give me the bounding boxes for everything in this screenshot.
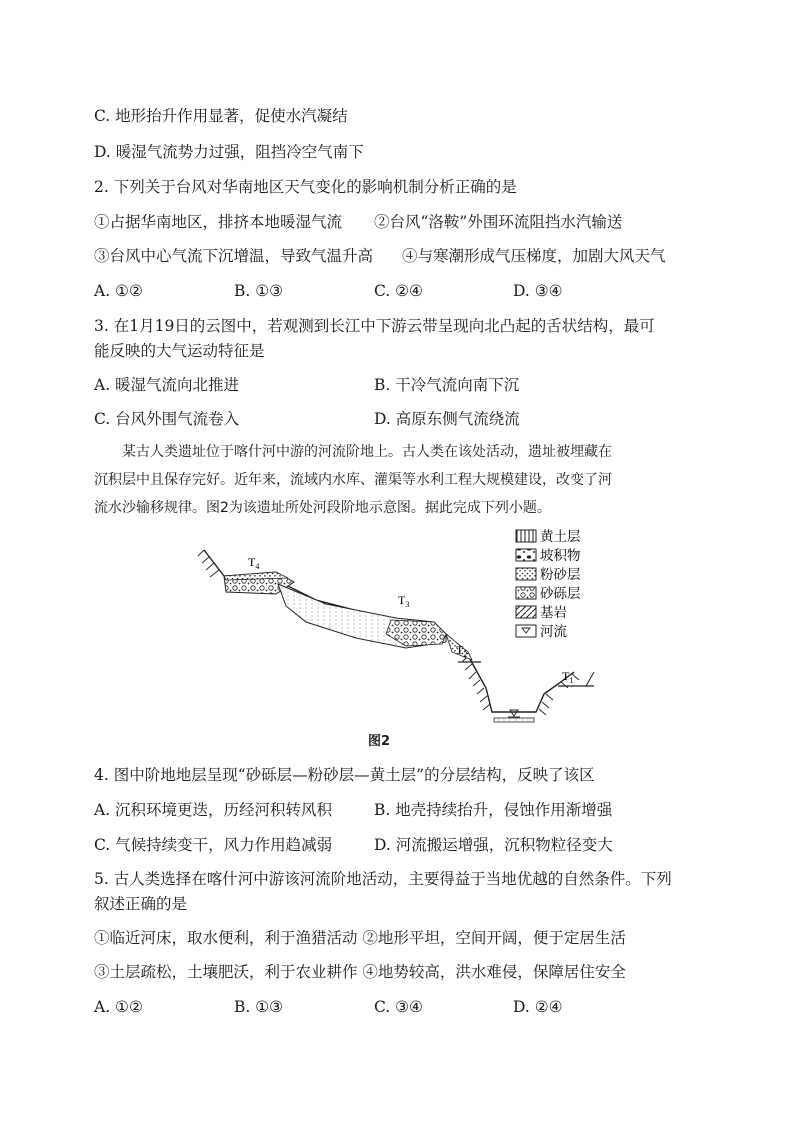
legend-label-colluvium: 坡积物	[540, 548, 581, 564]
q2-option-b: B. ①③	[234, 282, 284, 300]
q5-stem-line1: 5. 古人类选择在喀什河中游该河流阶地活动，主要得益于当地优越的自然条件。下列	[94, 870, 672, 888]
q5-option-a: A. ①②	[94, 998, 143, 1016]
passage-line-1: 某古人类遗址位于喀什河中游的河流阶地上。古人类在该处活动，遗址被埋藏在	[122, 444, 612, 460]
q5-option-d: D. ②④	[513, 998, 563, 1016]
q1-option-d: D. 暖湿气流势力过强，阻挡冷空气南下	[94, 143, 364, 161]
legend-label-loess: 黄土层	[540, 529, 581, 545]
q3-option-a: A. 暖湿气流向北推进	[94, 376, 240, 394]
q2-option-d: D. ③④	[513, 282, 563, 300]
river-channel	[494, 718, 534, 722]
legend-label-gravel: 砂砾层	[540, 586, 581, 602]
passage-line-3: 流水沙输移规律。图2为该遗址所处河段阶地示意图。据此完成下列小题。	[94, 500, 551, 516]
legend	[516, 528, 581, 640]
q5-statements-3-4: ③土层疏松，土壤肥沃，利于农业耕作 ④地势较高，洪水难侵，保障居住安全	[94, 963, 626, 981]
q5-option-c: C. ③④	[374, 998, 423, 1016]
label-t3: $T_3$	[398, 593, 410, 609]
q3-stem-line1: 3. 在1月19日的云图中，若观测到长江中下游云带呈现向北凸起的舌状结构，最可	[94, 317, 655, 335]
figure-caption: 图2	[368, 734, 391, 749]
q5-stem-line2: 叙述正确的是	[94, 895, 188, 913]
q4-option-c: C. 气候持续变干，风力作用趋减弱	[94, 836, 333, 854]
passage	[94, 438, 700, 522]
legend-swatch-gravel	[516, 587, 536, 599]
q3-option-b: B. 干冷气流向南下沉	[374, 376, 520, 394]
q2-option-a: A. ①②	[94, 282, 143, 300]
q4-option-b: B. 地壳持续抬升，侵蚀作用渐增强	[374, 801, 613, 819]
t1-slope	[586, 672, 594, 686]
q2-statement-4: ④与寒潮形成气压梯度，加剧大风天气	[402, 247, 666, 265]
q3-stem-line2: 能反映的大气运动特征是	[94, 342, 265, 360]
legend-label-bedrock: 基岩	[540, 605, 567, 621]
label-t2: $T_2$	[456, 643, 468, 659]
river-water-symbol	[510, 710, 518, 716]
legend-swatch-loess	[516, 530, 536, 542]
q2-statement-2: ②台风“洛鞍”外围环流阻挡水汽输送	[374, 213, 623, 231]
passage-line-2: 沉积层中且保存完好。近年来，流域内水库、灌渠等水利工程大规模建设，改变了河	[94, 472, 612, 488]
q4-option-d: D. 河流搬运增强，沉积物粒径变大	[374, 836, 613, 854]
q2-option-c: C. ②④	[374, 282, 423, 300]
legend-swatch-colluvium	[516, 549, 536, 561]
q3-option-c: C. 台风外围气流卷入	[94, 410, 240, 428]
q3-option-d: D. 高原东侧气流绕流	[374, 410, 520, 428]
label-t1: $T_1$	[562, 669, 574, 685]
legend-swatch-bedrock	[516, 606, 536, 618]
q2-statement-1: ①占据华南地区，排挤本地暖湿气流	[94, 213, 343, 231]
legend-label-silt: 粉砂层	[540, 567, 581, 583]
q1-option-c: C. 地形抬升作用显著，促使水汽凝结	[94, 107, 348, 125]
legend-label-river: 河流	[540, 624, 567, 640]
q2-stem: 2. 下列关于台风对华南地区天气变化的影响机制分析正确的是	[94, 178, 517, 196]
q4-stem: 4. 图中阶地地层呈现“砂砾层—粉砂层—黄土层”的分层结构，反映了该区	[94, 766, 595, 784]
legend-swatch-river	[516, 625, 536, 637]
label-t4: $T_4$	[248, 555, 260, 571]
q2-statement-3: ③台风中心气流下沉增温，导致气温升高	[94, 247, 374, 265]
river-terrace-diagram	[196, 522, 616, 732]
q4-option-a: A. 沉积环境更迭，历经河积转风积	[94, 801, 333, 819]
q5-option-b: B. ①③	[234, 998, 284, 1016]
q5-statements-1-2: ①临近河床，取水便利，利于渔猎活动 ②地形平坦，空间开阔，便于定居生活	[94, 929, 626, 947]
legend-swatch-silt	[516, 568, 536, 580]
